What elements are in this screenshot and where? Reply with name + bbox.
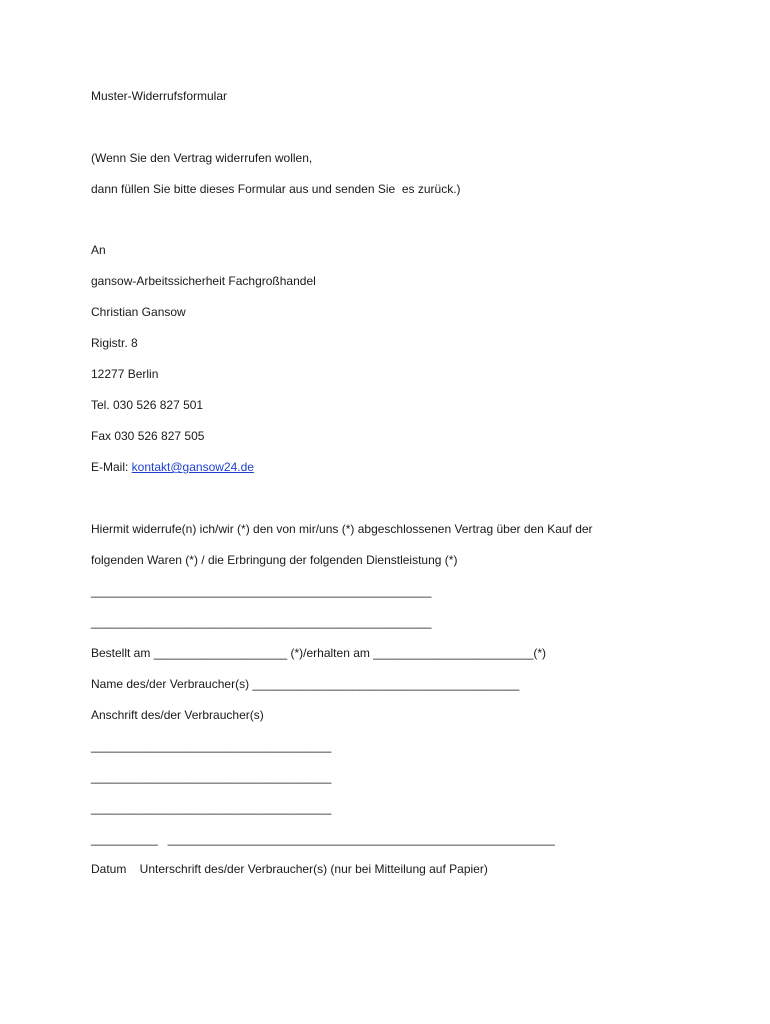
consumer-address-label: Anschrift des/der Verbraucher(s) [91,708,264,722]
intro-line-2: dann füllen Sie bitte dieses Formular aus und senden Sie es zurück.) [91,182,461,196]
recipient-person: Christian Gansow [91,305,186,319]
goods-blank-line-1: ___________________________________________________ [91,584,432,598]
recipient-phone: Tel. 030 526 827 501 [91,398,204,412]
address-blank-line-2: ____________________________________ [91,770,332,784]
recipient-company: gansow-Arbeitssicherheit Fachgroßhandel [91,274,316,288]
goods-blank-line-2: ___________________________________________________ [91,615,432,629]
date-signature-label: Datum Unterschrift des/der Verbraucher(s) (nur bei Mitteilung auf Papier) [91,862,488,876]
address-blank-line-1: ____________________________________ [91,739,332,753]
withdrawal-statement-line-2: folgenden Waren (*) / die Erbringung der folgenden Dienstleistung (*) [91,553,458,567]
form-title: Muster-Widerrufsformular [91,89,228,103]
recipient-city: 12277 Berlin [91,367,159,381]
ordered-received-line: Bestellt am ____________________ (*)/erhalten am ________________________(*) [91,646,547,660]
intro-line-1: (Wenn Sie den Vertrag widerrufen wollen, [91,151,313,165]
withdrawal-statement-line-1: Hiermit widerrufe(n) ich/wir (*) den von mir/uns (*) abgeschlossenen Vertrag über den Kauf der [91,522,593,536]
recipient-fax: Fax 030 526 827 505 [91,429,205,443]
email-label: E-Mail: [91,460,132,474]
recipient-email-row [91,459,254,475]
date-signature-blanks: __________ __________________________________________________________ [91,832,555,846]
email-link[interactable]: kontakt@gansow24.de [131,460,254,474]
address-blank-line-3: ____________________________________ [91,801,332,815]
recipient-salutation: An [91,243,106,257]
consumer-name-line: Name des/der Verbraucher(s) ________________________________________ [91,677,520,691]
recipient-street: Rigistr. 8 [91,336,138,350]
